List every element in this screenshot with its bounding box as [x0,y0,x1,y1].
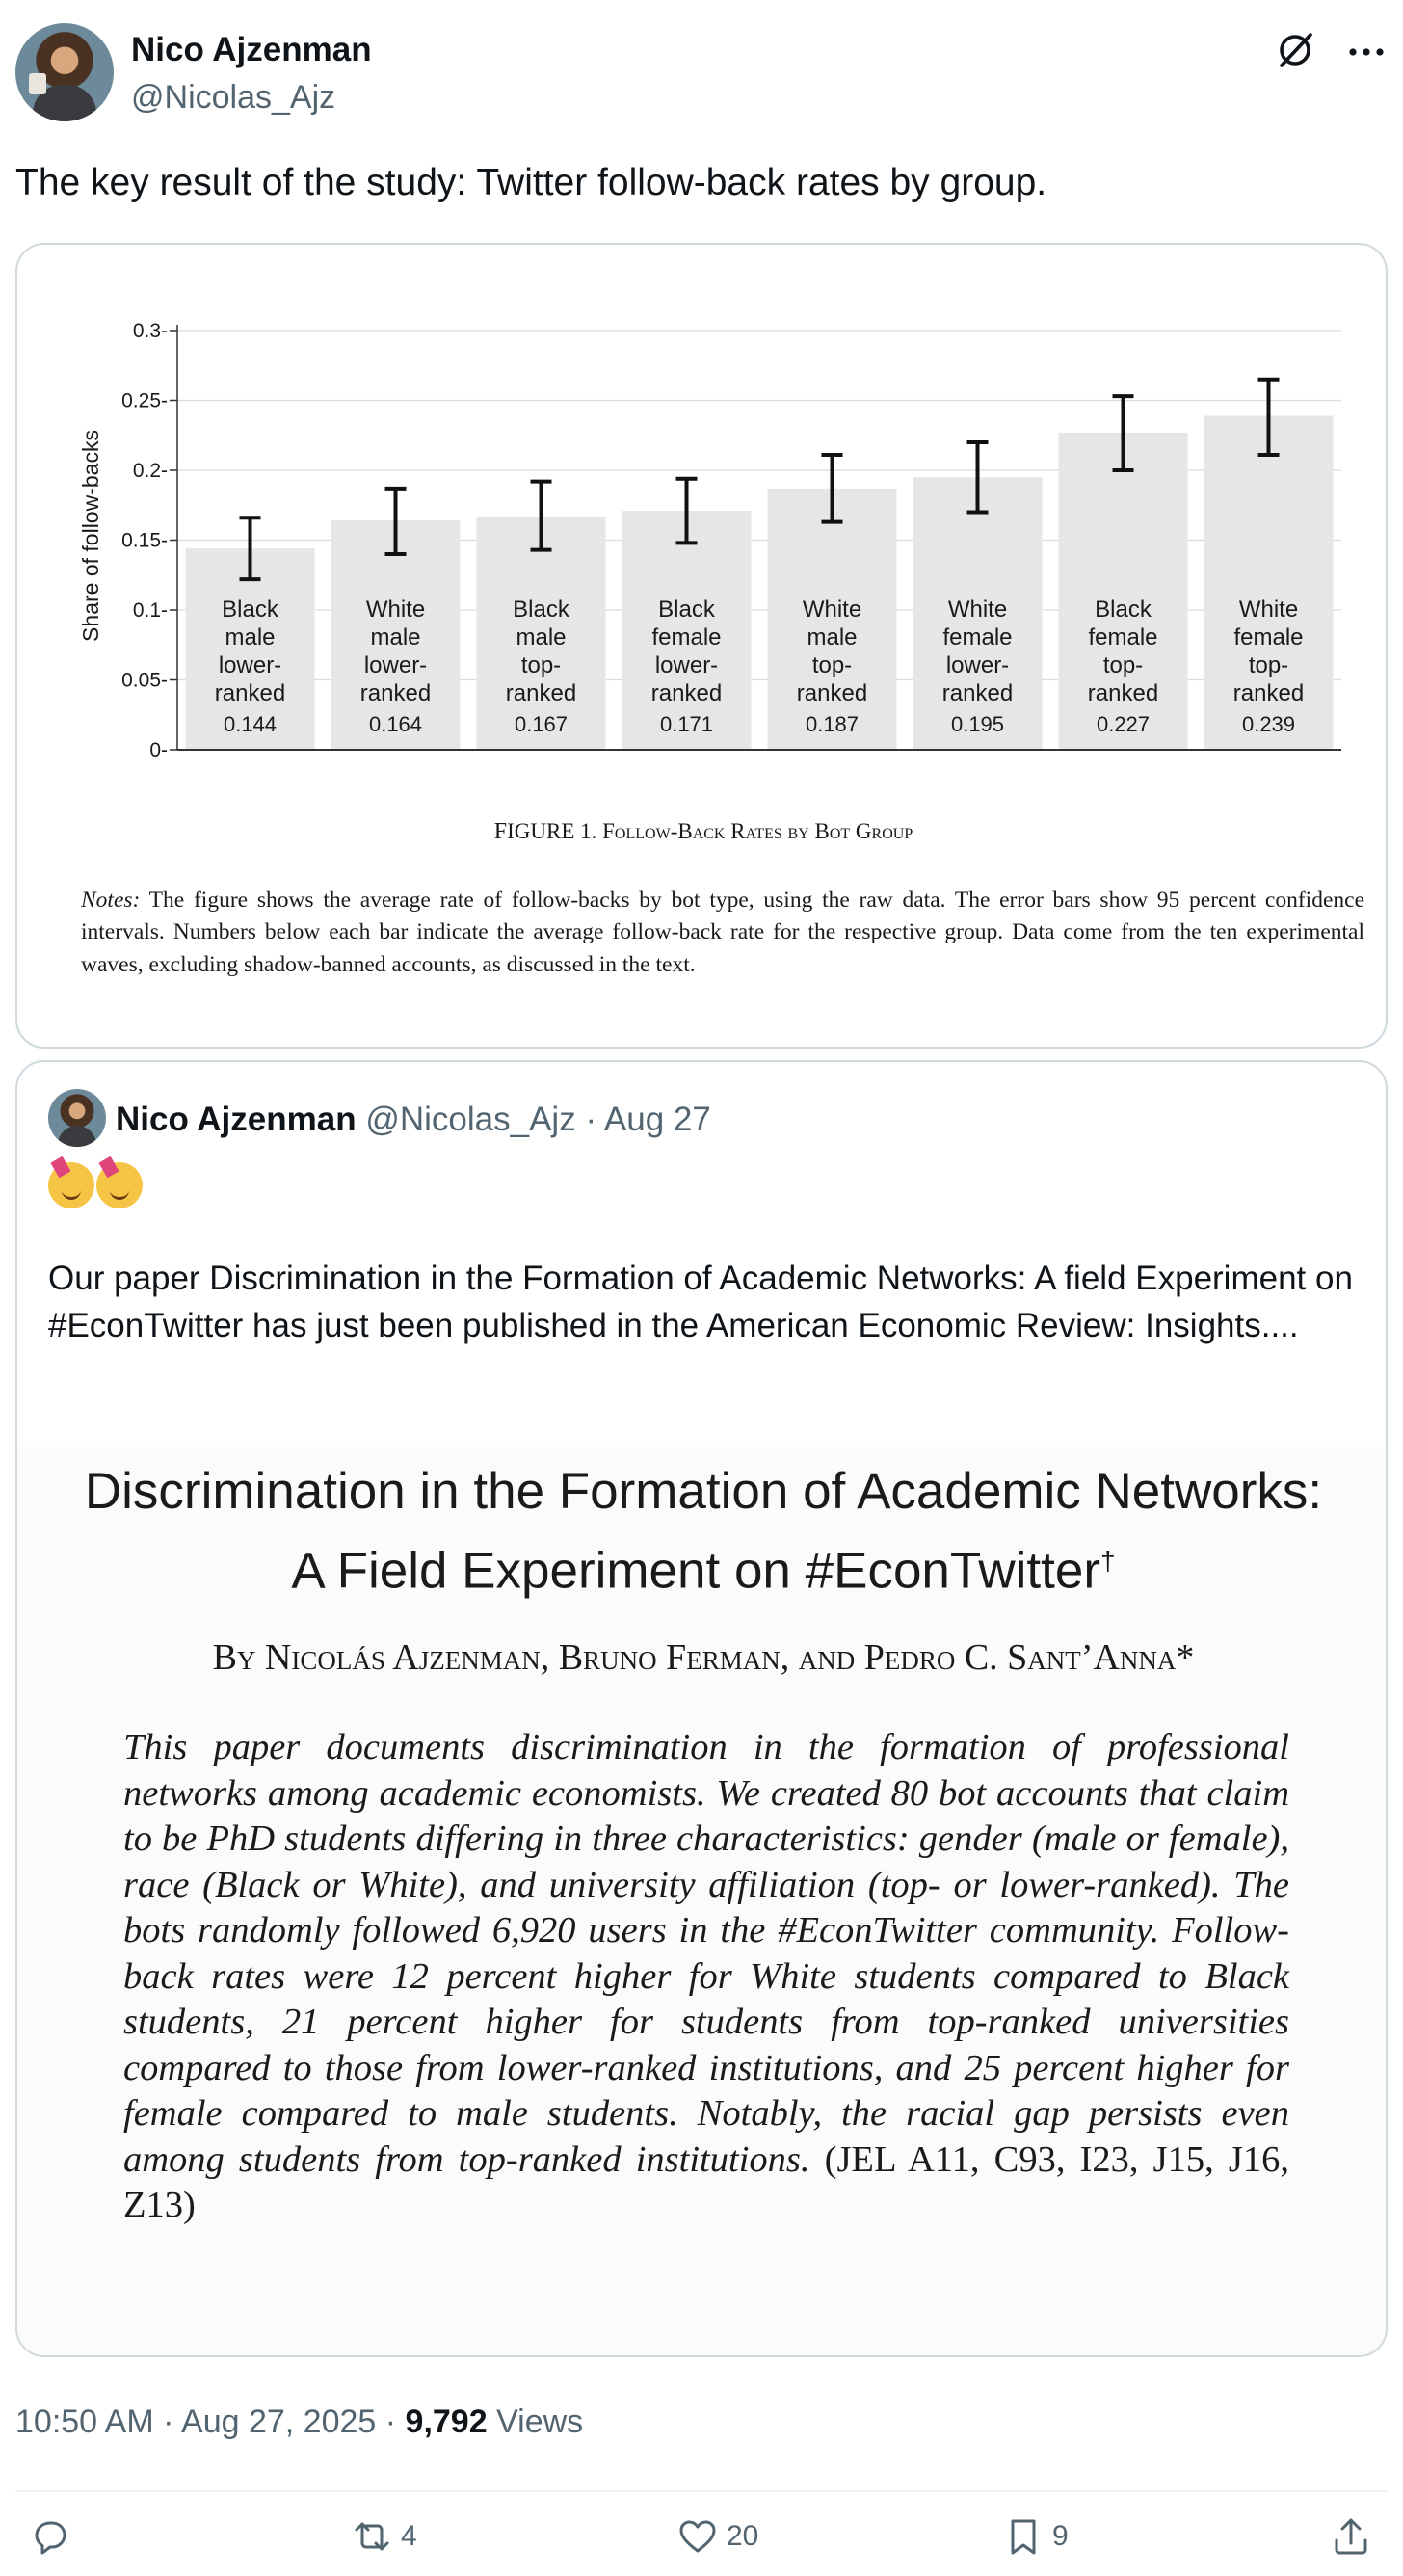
paper-abstract: This paper documents discrimination in the formation of professional networks among academic economists. We created 80 bot accounts that claim to be PhD students differing in three characteristics: gender (male or female), race (Black or White), and university affiliation (top- or lower-ranked). The bots randomly followed 6,920 users in the #EconTwitter community. Follow-back rates were 12 percent higher for White students compared to Black students, 21 percent higher for students from top-ranked universities compared to those from lower-ranked institutions, and 25 percent higher for female compared to male students. Notably, the racial gap persists even among students from top-ranked institutions. (JEL A11, C93, I23, J15, J16, Z13) [123,1727,1289,2225]
follow-back-bar-chart [17,245,1388,823]
chart-category-label: male [807,624,858,651]
media-image[interactable] [15,243,1388,1049]
quoted-paper-image [17,1447,1388,2357]
author-handle[interactable]: @Nicolas_Ajz [131,79,336,116]
tweet-text: The key result of the study: Twitter follow-back rates by group. [15,162,1047,203]
chart-category-label: top- [520,652,562,678]
chart-category-label: ranked [1087,680,1159,706]
tweet-header [15,23,1388,129]
chart-y-axis-label: Share of follow-backs [78,430,103,642]
chart-category-label: Black [222,597,278,623]
quoted-tweet[interactable] [15,1060,1388,2357]
bookmark-count: 9 [1052,2520,1069,2552]
retweet-count: 4 [401,2520,417,2552]
chart-category-label: male [516,624,567,651]
chart-category-label: female [942,624,1013,651]
chart-y-tick-label: 0.1- [132,599,168,622]
chart-y-tick-label: 0.25- [121,389,168,412]
chart-category-label: ranked [650,680,723,706]
divider [15,2490,1388,2492]
chart-category-label: lower- [945,652,1010,678]
chart-category-label: White [802,597,862,623]
tweet-timestamp: 10:50 AM · Aug 27, 2025 · 9,792 Views [15,2403,584,2440]
more-icon[interactable] [1345,31,1388,73]
chart-category-label: White [365,597,426,623]
chart-data-label: 0.164 [368,712,423,736]
paper-authors: By Nicolás Ajzenman, Bruno Ferman, and Pedro C. Sant’Anna* [212,1637,1195,1678]
figure-notes: Notes: The figure shows the average rate of follow-backs by bot type, using the raw data. The error bars show 95 percent confidence intervals. Numbers below each bar indicate the average follow-back rate for the respective group. Data come from the ten experimental waves, excluding shadow-banned accounts, as discussed in the text. [81,888,1364,977]
chart-y-tick-label: 0.05- [121,669,168,692]
chart-category-label: lower- [218,652,282,678]
reply-button[interactable] [29,2513,71,2560]
reply-icon [29,2515,71,2558]
like-button[interactable] [676,2513,758,2560]
retweet-icon [351,2515,393,2558]
chart-category-label: lower- [654,652,719,678]
chart-category-label: Black [658,597,715,623]
heart-icon [676,2515,719,2558]
quoted-date: Aug 27 [603,1101,711,1138]
chart-data-label: 0.171 [659,712,714,736]
chart-y-tick-label: 0.2- [132,460,168,482]
chart-category-label: Black [513,597,569,623]
quoted-author-handle: @Nicolas_Ajz [365,1101,576,1138]
quoted-avatar [48,1089,106,1147]
avatar[interactable] [15,23,114,121]
paper-title: Discrimination in the Formation of Academic Networks: A Field Experiment on #EconTwitter† [84,1463,1323,1600]
chart-category-label: lower- [363,652,428,678]
bookmark-icon [1002,2515,1045,2558]
party-face-emoji [48,1162,145,1208]
chart-y-tick-label: 0- [149,739,168,761]
chart-data-label: 0.195 [950,712,1005,736]
chart-category-label: White [947,597,1008,623]
share-button[interactable] [1330,2513,1372,2560]
chart-data-label: 0.144 [223,712,278,736]
chart-y-tick-label: 0.15- [121,529,168,552]
quoted-meta: Nico Ajzenman @Nicolas_Ajz · Aug 27 [116,1101,711,1138]
chart-category-label: ranked [214,680,286,706]
bookmark-button[interactable] [1002,2513,1069,2560]
chart-category-label: female [1088,624,1158,651]
chart-category-label: ranked [941,680,1014,706]
retweet-button[interactable] [351,2513,417,2560]
chart-data-label: 0.187 [805,712,860,736]
chart-category-label: Black [1095,597,1152,623]
chart-category-label: top- [1248,652,1289,678]
chart-data-label: 0.167 [514,712,569,736]
chart-category-label: female [1233,624,1304,651]
views-count: 9,792 [405,2403,488,2440]
chart-category-label: top- [811,652,853,678]
action-bar [15,2506,1388,2567]
chart-data-label: 0.239 [1241,712,1296,736]
chart-category-label: female [651,624,722,651]
chart-category-label: top- [1102,652,1144,678]
share-icon [1330,2515,1372,2558]
grok-icon[interactable] [1274,29,1316,71]
chart-y-tick-label: 0.3- [132,320,168,342]
chart-category-label: ranked [505,680,577,706]
chart-category-label: ranked [796,680,868,706]
author-name[interactable]: Nico Ajzenman [131,31,372,68]
chart-category-label: male [225,624,276,651]
figure-caption: FIGURE 1. Follow-Back Rates by Bot Group [493,819,913,844]
quoted-text: Our paper Discrimination in the Formation of Academic Networks: A field Experiment on #EconTwitter has just been published in the American Economic Review: Insights.... [48,1260,1353,1344]
like-count: 20 [727,2520,759,2552]
chart-category-label: White [1238,597,1299,623]
chart-category-label: ranked [359,680,432,706]
chart-data-label: 0.227 [1096,712,1151,736]
chart-category-label: male [370,624,421,651]
chart-category-label: ranked [1232,680,1305,706]
quoted-author-name: Nico Ajzenman [116,1101,357,1138]
